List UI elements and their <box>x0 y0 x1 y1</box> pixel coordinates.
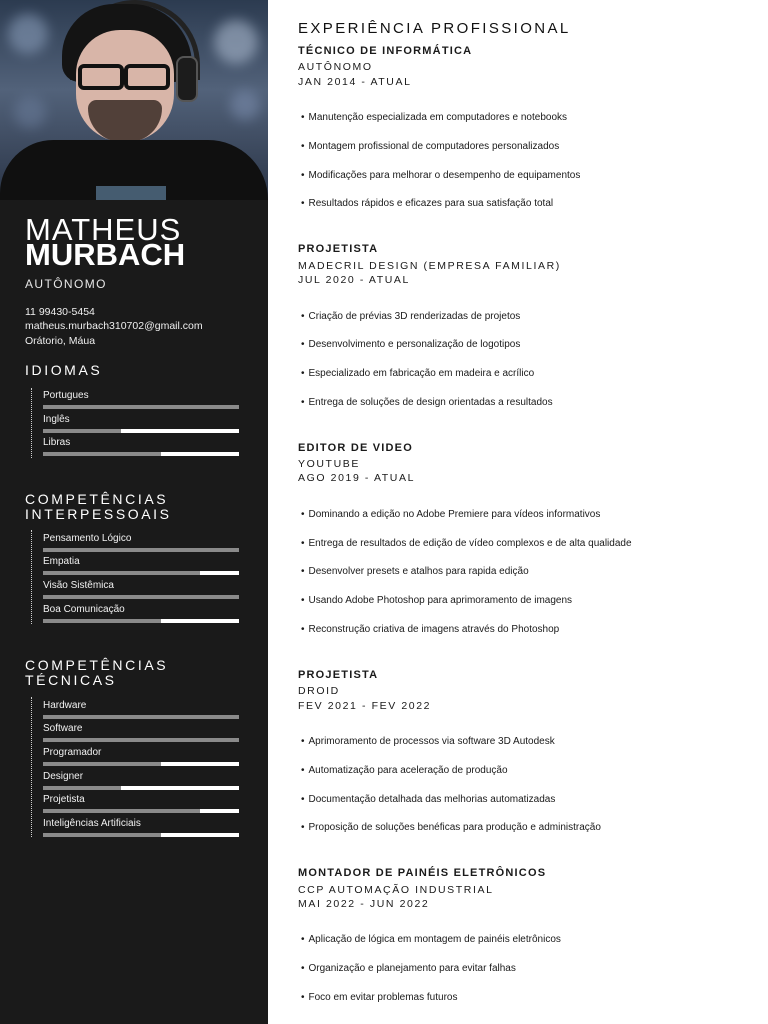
job-title: PROJETISTA <box>298 243 379 255</box>
skill-label: Visão Sistêmica <box>43 580 114 591</box>
skill-item <box>43 603 239 627</box>
skill-item <box>43 413 239 437</box>
skill-bar <box>43 833 239 837</box>
job-title: MONTADOR DE PAINÉIS ELETRÔNICOS <box>298 867 547 879</box>
job-period: FEV 2021 - FEV 2022 <box>298 700 432 712</box>
skill-item <box>43 436 239 460</box>
job-bullet: • Aplicação de lógica em montagem de painéis eletrônicos <box>301 934 561 945</box>
skill-item <box>43 389 239 413</box>
job-bullet: • Especializado em fabricação em madeira e acrílico <box>301 368 534 379</box>
job-bullet: • Desenvolvimento e personalização de logotipos <box>301 339 520 350</box>
skill-label: Inglês <box>43 414 70 425</box>
skill-label: Pensamento Lógico <box>43 533 132 544</box>
job-bullet: • Desenvolver presets e atalhos para rapida edição <box>301 566 529 577</box>
job-bullet: • Resultados rápidos e eficazes para sua satisfação total <box>301 198 553 209</box>
skill-label: Boa Comunicação <box>43 604 125 615</box>
job-bullet: • Montagem profissional de computadores personalizados <box>301 141 559 152</box>
phone-number: 11 99430-5454 <box>25 306 95 318</box>
job-company: DROID <box>298 685 340 697</box>
skill-bar <box>43 405 239 409</box>
skill-label: Portugues <box>43 390 89 401</box>
tech-skills-divider <box>31 697 32 837</box>
job-bullet: • Dominando a edição no Adobe Premiere para vídeos informativos <box>301 509 600 520</box>
job-bullet: • Reconstrução criativa de imagens através do Photoshop <box>301 624 559 635</box>
location: Orátorio, Máua <box>25 335 96 347</box>
first-name: MATHEUS <box>25 212 182 247</box>
skill-bar <box>43 595 239 599</box>
languages-divider <box>31 388 32 458</box>
skill-bar <box>43 548 239 552</box>
skill-bar <box>43 786 239 790</box>
skill-bar <box>43 571 239 575</box>
job-bullet: • Proposição de soluções benéficas para produção e administração <box>301 822 601 833</box>
skill-label: Inteligências Artificiais <box>43 818 141 829</box>
job-bullet: • Organização e planejamento para evitar falhas <box>301 963 516 974</box>
skill-bar <box>43 738 239 742</box>
skill-item <box>43 817 239 841</box>
job-period: JUL 2020 - ATUAL <box>298 274 410 286</box>
skill-label: Libras <box>43 437 71 448</box>
job-bullet: • Manutenção especializada em computadores e notebooks <box>301 112 567 123</box>
job-title: EDITOR DE VIDEO <box>298 442 413 454</box>
skill-item <box>43 770 239 794</box>
skill-item <box>43 722 239 746</box>
role-title: AUTÔNOMO <box>25 277 107 291</box>
job-bullet: • Criação de prévias 3D renderizadas de projetos <box>301 311 520 322</box>
job-bullet: • Documentação detalhada das melhorias automatizadas <box>301 794 555 805</box>
job-period: AGO 2019 - ATUAL <box>298 472 416 484</box>
last-name: MURBACH <box>25 237 186 272</box>
skill-bar <box>43 762 239 766</box>
job-company: MADECRIL DESIGN (EMPRESA FAMILIAR) <box>298 260 561 272</box>
skill-item <box>43 793 239 817</box>
skill-item <box>43 746 239 770</box>
skill-bar <box>43 809 239 813</box>
skill-bar <box>43 715 239 719</box>
profile-photo <box>0 0 268 200</box>
job-bullet: • Entrega de resultados de edição de vídeo complexos e de alta qualidade <box>301 538 632 549</box>
job-title: PROJETISTA <box>298 669 379 681</box>
job-bullet: • Aprimoramento de processos via software 3D Autodesk <box>301 736 555 747</box>
skill-item <box>43 579 239 603</box>
skill-label: Designer <box>43 771 84 782</box>
job-title: TÉCNICO DE INFORMÁTICA <box>298 45 473 57</box>
skill-label: Programador <box>43 747 102 758</box>
skill-label: Software <box>43 723 83 734</box>
experience-heading: EXPERIÊNCIA PROFISSIONAL <box>298 20 571 37</box>
job-company: YOUTUBE <box>298 458 360 470</box>
job-company: AUTÔNOMO <box>298 61 373 73</box>
soft-skills-divider <box>31 530 32 624</box>
job-bullet: • Foco em evitar problemas futuros <box>301 992 457 1003</box>
skill-bar <box>43 619 239 623</box>
job-bullet: • Automatização para aceleração de produção <box>301 765 508 776</box>
tech-skills-heading: COMPETÊNCIAS TÉCNICAS <box>25 657 169 688</box>
skill-label: Empatia <box>43 556 80 567</box>
skill-label: Projetista <box>43 794 85 805</box>
skill-item <box>43 555 239 579</box>
skill-bar <box>43 429 239 433</box>
skill-item <box>43 532 239 556</box>
job-bullet: • Entrega de soluções de design orientadas a resultados <box>301 397 553 408</box>
soft-skills-heading: COMPETÊNCIAS INTERPESSOAIS <box>25 491 172 522</box>
job-period: MAI 2022 - JUN 2022 <box>298 898 430 910</box>
skill-label: Hardware <box>43 700 87 711</box>
skill-bar <box>43 452 239 456</box>
job-bullet: • Usando Adobe Photoshop para aprimoramento de imagens <box>301 595 572 606</box>
job-bullet: • Modificações para melhorar o desempenho de equipamentos <box>301 170 580 181</box>
job-period: JAN 2014 - ATUAL <box>298 76 412 88</box>
sidebar <box>0 0 268 1024</box>
skill-item <box>43 699 239 723</box>
job-company: CCP AUTOMAÇÃO INDUSTRIAL <box>298 884 494 896</box>
email-address: matheus.murbach310702@gmail.com <box>25 320 203 332</box>
languages-heading: IDIOMAS <box>25 362 103 378</box>
